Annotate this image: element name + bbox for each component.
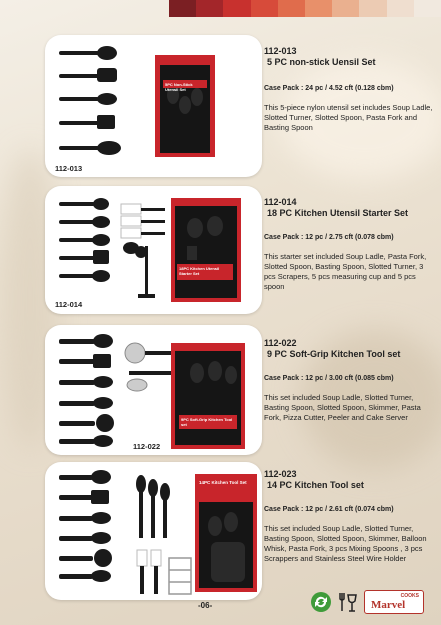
product-code: 112-023	[264, 469, 297, 479]
color-strip-segment	[251, 0, 278, 17]
utensil-group	[59, 198, 110, 282]
product-card-112-022	[45, 325, 262, 455]
color-strip-segment	[196, 0, 223, 17]
product-image-label: 112-014	[55, 300, 83, 309]
case-pack: Case Pack : 12 pc / 2.75 cft (0.078 cbm)	[264, 234, 394, 241]
color-strip-segment	[359, 0, 386, 17]
product-photo	[45, 35, 262, 177]
color-strip-segment	[223, 0, 250, 17]
page-number: -06-	[198, 601, 213, 610]
brand-logo	[364, 590, 424, 614]
product-description: This 5-piece nylon utensil set includes Soup Ladle, Slotted Turner, Slotted Spoon, Pasta Fork and Basting Spoon	[264, 103, 433, 132]
product-code: 112-022	[264, 338, 297, 348]
food-safe-icon	[338, 591, 358, 613]
case-pack: Case Pack : 12 pc / 3.00 cft (0.085 cbm)	[264, 375, 394, 382]
color-strip-segment	[278, 0, 305, 17]
product-info-112-014	[264, 197, 436, 292]
product-description: This starter set included Soup Ladle, Pasta Fork, Slotted Spoon, Basting Spoon, Slotted Turner, 3 pcs Scrapers, 5 pcs measuring cup and 5 pcs spoon	[264, 252, 427, 291]
color-strip-segment	[414, 0, 441, 17]
product-title: 18 PC Kitchen Utensil Starter Set	[267, 208, 409, 218]
box-label: 14PC Kitchen Tool Set	[199, 480, 247, 485]
product-photo	[45, 325, 262, 455]
box-label: 5PC Non-Stick Utensil Set	[165, 82, 193, 92]
utensil-group	[59, 46, 121, 155]
product-title: 14 PC Kitchen Tool set	[267, 480, 364, 490]
product-title: 9 PC Soft-Grip Kitchen Tool set	[267, 349, 401, 359]
box-label: 18PC Kitchen Utensil Starter Set	[179, 266, 220, 276]
product-code: 112-014	[264, 197, 297, 207]
footer-logos	[310, 590, 424, 614]
color-strip-segment	[169, 0, 196, 17]
product-image-label: 112-022	[133, 442, 161, 451]
product-photo	[45, 186, 262, 314]
color-strip	[169, 0, 441, 17]
wire-holder	[169, 558, 191, 594]
case-pack: Case Pack : 24 pc / 4.52 cft (0.128 cbm)	[264, 85, 394, 92]
utensil-group	[59, 334, 114, 447]
recycle-icon	[310, 591, 332, 613]
product-info-112-022	[264, 338, 436, 423]
product-title: 5 PC non-stick Uensil Set	[267, 57, 376, 67]
scrapers	[121, 204, 165, 238]
box-label: 9PC Soft-Grip Kitchen Tool set	[181, 417, 233, 427]
product-description: This set included Soup Ladle, Slotted Turner, Basting Spoon, Slotted Spoon, Skimmer, Pasta Fork, Pizza Cutter, Peeler and Cake Server	[264, 393, 421, 422]
mixing-spoons	[136, 475, 170, 538]
color-strip-segment	[387, 0, 414, 17]
brand-large-text: Marvel	[371, 599, 406, 611]
scrapers	[137, 550, 161, 594]
pizza-cutter	[125, 343, 171, 391]
product-card-112-013	[45, 35, 262, 177]
product-info-112-013	[264, 46, 436, 133]
utensil-group	[59, 470, 112, 582]
color-strip-segment	[332, 0, 359, 17]
color-strip-segment	[305, 0, 332, 17]
product-description: This set included Soup Ladle, Slotted Turner, Basting Spoon, Slotted Spoon, Skimmer, Balloon Whisk, Pasta Fork, 3 pcs Mixing Spoons , 3 pcs Scrappers and Stainless Steel Wire Holder	[264, 524, 427, 563]
product-code: 112-013	[264, 46, 297, 56]
product-info-112-023	[264, 469, 436, 564]
product-card-112-023	[45, 462, 262, 600]
case-pack: Case Pack : 12 pc / 2.61 cft (0.074 cbm)	[264, 506, 394, 513]
product-card-112-014	[45, 186, 262, 314]
brand-small-text: COOKS	[400, 593, 419, 599]
product-image-label: 112-013	[55, 164, 83, 173]
